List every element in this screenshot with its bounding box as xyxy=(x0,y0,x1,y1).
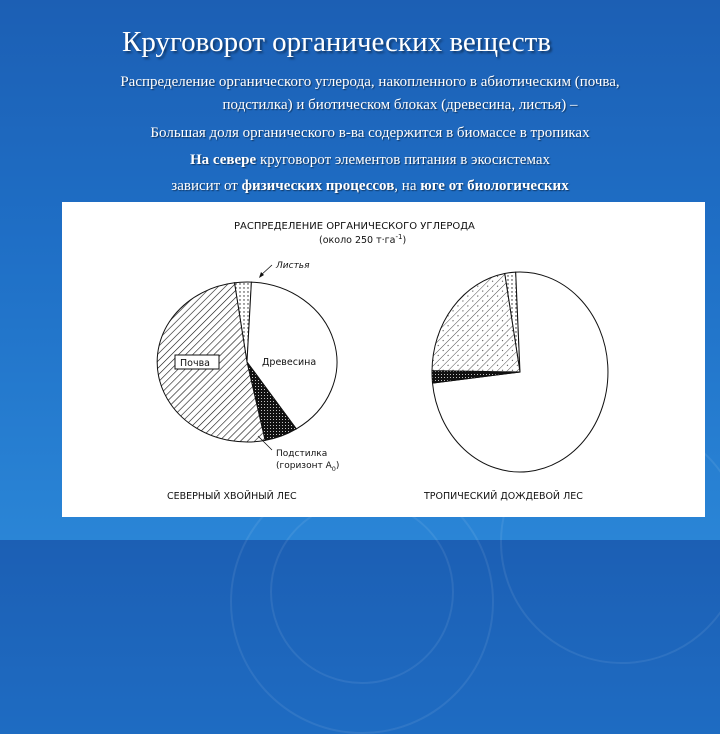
biological-processes: юге от биологических xyxy=(420,178,569,194)
pie-tropical xyxy=(432,272,608,472)
caption-north: СЕВЕРНЫЙ ХВОЙНЫЙ ЛЕС xyxy=(167,491,297,502)
caption-tropical: ТРОПИЧЕСКИЙ ДОЖДЕВОЙ ЛЕС xyxy=(424,491,583,502)
label-litter-1: Подстилка xyxy=(276,449,328,459)
text-line-5 xyxy=(60,177,680,195)
label-wood: Древесина xyxy=(262,357,317,368)
north-label: На севере xyxy=(190,152,257,168)
label-litter-2: (горизонт $А_0$) xyxy=(276,461,340,473)
chart-panel xyxy=(62,202,705,517)
text-line-2: подстилка) и биотическом блоках (древесина, листья) – xyxy=(222,97,578,113)
text-line-5-a: зависит от xyxy=(171,178,242,194)
text-line-3: Большая доля органического в-ва содержится в биомассе в тропиках xyxy=(150,125,590,141)
label-soil: Почва xyxy=(180,358,210,369)
chart-title: РАСПРЕДЕЛЕНИЕ ОРГАНИЧЕСКОГО УГЛЕРОДА xyxy=(234,221,475,232)
label-leaves: Листья xyxy=(276,261,310,271)
pie-charts-figure xyxy=(62,202,705,517)
physical-processes: физических процессов xyxy=(241,178,395,194)
text-line-5-b: , на xyxy=(394,178,421,194)
text-line-1: Распределение органического углерода, накопленного в абиотическим (почва, xyxy=(120,74,620,90)
slide-title: Круговорот органических веществ xyxy=(122,26,551,58)
chart-subtitle: (около 250 $т\cdot га^{-1}$) xyxy=(319,233,407,246)
text-line-4 xyxy=(60,151,680,169)
background-swirl xyxy=(270,500,454,684)
pie-slice-tropical-4 xyxy=(432,274,520,373)
text-line-4-rest: круговорот элементов питания в экосистемах xyxy=(256,152,550,168)
